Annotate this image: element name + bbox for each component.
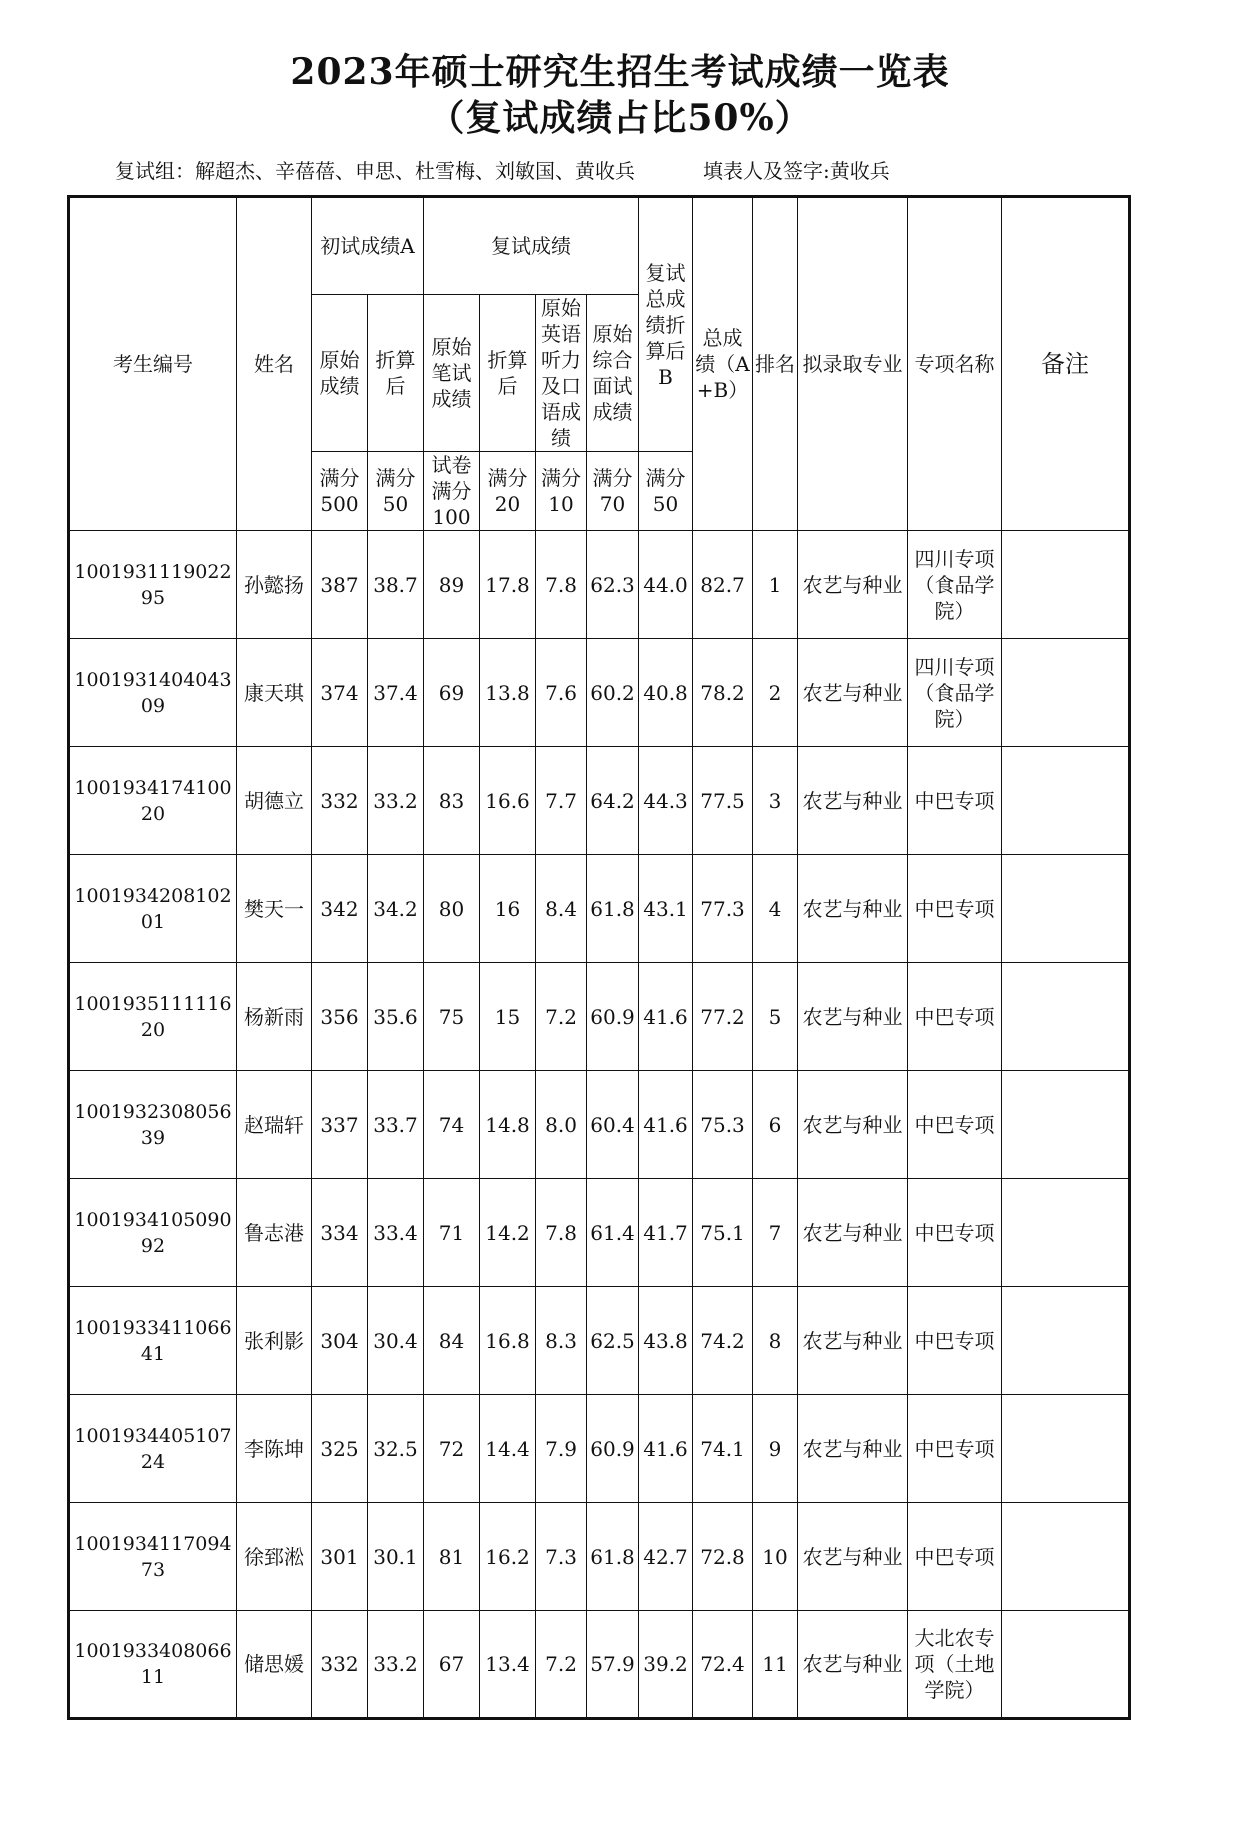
- cell-major: 农艺与种业: [798, 639, 908, 747]
- cell-intv: 60.9: [587, 1395, 639, 1503]
- cell-exam-no: 100193140404309: [69, 639, 237, 747]
- cell-w-raw: 89: [424, 531, 480, 639]
- cell-rank: 11: [753, 1611, 798, 1719]
- cell-w-raw: 72: [424, 1395, 480, 1503]
- cell-name: 徐郅淞: [237, 1503, 312, 1611]
- cell-w-conv: 14.8: [480, 1071, 536, 1179]
- header-raw-english: 原始英语听力及口语成绩: [536, 295, 587, 452]
- cell-remark: [1002, 1395, 1130, 1503]
- cell-exam-no: 100193411709473: [69, 1503, 237, 1611]
- cell-rank: 10: [753, 1503, 798, 1611]
- cell-w-conv: 13.8: [480, 639, 536, 747]
- cell-rank: 8: [753, 1287, 798, 1395]
- cell-a-conv: 33.2: [368, 1611, 424, 1719]
- header-program: 专项名称: [908, 197, 1002, 531]
- cell-major: 农艺与种业: [798, 1611, 908, 1719]
- cell-major: 农艺与种业: [798, 855, 908, 963]
- cell-eng: 7.2: [536, 963, 587, 1071]
- cell-remark: [1002, 1503, 1130, 1611]
- cell-major: 农艺与种业: [798, 1287, 908, 1395]
- cell-remark: [1002, 1179, 1130, 1287]
- cell-total: 74.1: [693, 1395, 753, 1503]
- cell-b: 42.7: [639, 1503, 693, 1611]
- page-title: 2023年硕士研究生招生考试成绩一览表: [290, 51, 950, 93]
- cell-a-conv: 35.6: [368, 963, 424, 1071]
- cell-major: 农艺与种业: [798, 747, 908, 855]
- cell-a-conv: 34.2: [368, 855, 424, 963]
- cell-total: 77.3: [693, 855, 753, 963]
- header-full-100: 试卷满分100: [424, 452, 480, 531]
- cell-w-conv: 15: [480, 963, 536, 1071]
- cell-w-raw: 81: [424, 1503, 480, 1611]
- cell-total: 75.3: [693, 1071, 753, 1179]
- table-row: [69, 1179, 1130, 1287]
- cell-name: 胡德立: [237, 747, 312, 855]
- header-full-500: 满分500: [312, 452, 368, 531]
- cell-b: 41.6: [639, 1395, 693, 1503]
- cell-b: 39.2: [639, 1611, 693, 1719]
- cell-rank: 9: [753, 1395, 798, 1503]
- cell-intv: 60.4: [587, 1071, 639, 1179]
- cell-w-conv: 17.8: [480, 531, 536, 639]
- cell-name: 赵瑞轩: [237, 1071, 312, 1179]
- header-full-50: 满分50: [368, 452, 424, 531]
- header-raw-score: 原始成绩: [312, 295, 368, 452]
- header-raw-written: 原始笔试成绩: [424, 295, 480, 452]
- header-remark: 备注: [1002, 197, 1130, 531]
- cell-a-conv: 30.1: [368, 1503, 424, 1611]
- cell-w-conv: 16.2: [480, 1503, 536, 1611]
- cell-a-raw: 332: [312, 1611, 368, 1719]
- cell-program: 中巴专项: [908, 1395, 1002, 1503]
- cell-program: 中巴专项: [908, 747, 1002, 855]
- header-full-70: 满分70: [587, 452, 639, 531]
- cell-total: 75.1: [693, 1179, 753, 1287]
- cell-remark: [1002, 531, 1130, 639]
- cell-total: 82.7: [693, 531, 753, 639]
- cell-total: 72.8: [693, 1503, 753, 1611]
- cell-exam-no: 100193341106641: [69, 1287, 237, 1395]
- cell-a-conv: 38.7: [368, 531, 424, 639]
- cell-rank: 1: [753, 531, 798, 639]
- table-row: [69, 963, 1130, 1071]
- cell-b: 41.6: [639, 1071, 693, 1179]
- cell-remark: [1002, 747, 1130, 855]
- header-prelim-group: 初试成绩A: [312, 197, 424, 295]
- cell-exam-no: 100193410509092: [69, 1179, 237, 1287]
- cell-total: 77.2: [693, 963, 753, 1071]
- cell-major: 农艺与种业: [798, 963, 908, 1071]
- cell-intv: 61.8: [587, 1503, 639, 1611]
- header-total: 总成绩（A+B）: [693, 197, 753, 531]
- cell-rank: 3: [753, 747, 798, 855]
- cell-a-raw: 337: [312, 1071, 368, 1179]
- cell-w-conv: 16: [480, 855, 536, 963]
- cell-intv: 61.8: [587, 855, 639, 963]
- header-rank: 排名: [753, 197, 798, 531]
- header-full-20: 满分20: [480, 452, 536, 531]
- cell-rank: 2: [753, 639, 798, 747]
- filler-info: 填表人及签字:黄收兵: [703, 159, 890, 183]
- cell-program: 四川专项（食品学院）: [908, 639, 1002, 747]
- cell-remark: [1002, 1611, 1130, 1719]
- cell-a-conv: 32.5: [368, 1395, 424, 1503]
- cell-b: 43.8: [639, 1287, 693, 1395]
- cell-eng: 8.4: [536, 855, 587, 963]
- cell-program: 中巴专项: [908, 1287, 1002, 1395]
- cell-intv: 64.2: [587, 747, 639, 855]
- header-exam-no: 考生编号: [69, 197, 237, 531]
- header-converted-2: 折算后: [480, 295, 536, 452]
- header-retest-total: 复试总成绩折算后B: [639, 197, 693, 452]
- table-row: [69, 747, 1130, 855]
- cell-major: 农艺与种业: [798, 1071, 908, 1179]
- cell-exam-no: 100193511111620: [69, 963, 237, 1071]
- cell-exam-no: 100193420810201: [69, 855, 237, 963]
- cell-eng: 8.0: [536, 1071, 587, 1179]
- cell-w-raw: 84: [424, 1287, 480, 1395]
- committee-info: 复试组：解超杰、辛蓓蓓、申思、杜雪梅、刘敏国、黄收兵: [115, 159, 635, 183]
- cell-a-raw: 325: [312, 1395, 368, 1503]
- cell-b: 43.1: [639, 855, 693, 963]
- score-table: [67, 195, 1131, 1720]
- cell-w-conv: 16.6: [480, 747, 536, 855]
- cell-intv: 62.5: [587, 1287, 639, 1395]
- cell-major: 农艺与种业: [798, 531, 908, 639]
- cell-name: 樊天一: [237, 855, 312, 963]
- cell-intv: 57.9: [587, 1611, 639, 1719]
- header-full-50b: 满分50: [639, 452, 693, 531]
- cell-a-conv: 33.2: [368, 747, 424, 855]
- header-name: 姓名: [237, 197, 312, 531]
- cell-eng: 7.8: [536, 1179, 587, 1287]
- header-row-1: [69, 197, 1130, 295]
- cell-eng: 7.3: [536, 1503, 587, 1611]
- cell-exam-no: 100193230805639: [69, 1071, 237, 1179]
- page-subtitle: （复试成绩占比50%）: [428, 97, 812, 139]
- cell-a-conv: 33.7: [368, 1071, 424, 1179]
- cell-remark: [1002, 855, 1130, 963]
- cell-total: 78.2: [693, 639, 753, 747]
- cell-exam-no: 100193111902295: [69, 531, 237, 639]
- cell-w-conv: 16.8: [480, 1287, 536, 1395]
- cell-eng: 7.8: [536, 531, 587, 639]
- cell-remark: [1002, 963, 1130, 1071]
- cell-major: 农艺与种业: [798, 1395, 908, 1503]
- cell-eng: 8.3: [536, 1287, 587, 1395]
- cell-remark: [1002, 1287, 1130, 1395]
- table-row: [69, 1611, 1130, 1719]
- cell-exam-no: 100193417410020: [69, 747, 237, 855]
- cell-name: 康天琪: [237, 639, 312, 747]
- cell-total: 77.5: [693, 747, 753, 855]
- cell-program: 中巴专项: [908, 1503, 1002, 1611]
- header-full-10: 满分10: [536, 452, 587, 531]
- cell-a-raw: 301: [312, 1503, 368, 1611]
- cell-intv: 60.2: [587, 639, 639, 747]
- cell-a-conv: 33.4: [368, 1179, 424, 1287]
- cell-a-raw: 332: [312, 747, 368, 855]
- cell-w-raw: 75: [424, 963, 480, 1071]
- cell-a-conv: 37.4: [368, 639, 424, 747]
- cell-name: 杨新雨: [237, 963, 312, 1071]
- cell-program: 中巴专项: [908, 963, 1002, 1071]
- table-row: [69, 1287, 1130, 1395]
- cell-w-raw: 71: [424, 1179, 480, 1287]
- cell-program: 中巴专项: [908, 1179, 1002, 1287]
- header-converted: 折算后: [368, 295, 424, 452]
- cell-w-raw: 69: [424, 639, 480, 747]
- cell-b: 44.3: [639, 747, 693, 855]
- header-major: 拟录取专业: [798, 197, 908, 531]
- cell-total: 72.4: [693, 1611, 753, 1719]
- table-row: [69, 855, 1130, 963]
- cell-w-raw: 74: [424, 1071, 480, 1179]
- cell-intv: 61.4: [587, 1179, 639, 1287]
- cell-name: 鲁志港: [237, 1179, 312, 1287]
- cell-eng: 7.7: [536, 747, 587, 855]
- cell-intv: 60.9: [587, 963, 639, 1071]
- cell-b: 44.0: [639, 531, 693, 639]
- table-row: [69, 1503, 1130, 1611]
- cell-name: 张利影: [237, 1287, 312, 1395]
- cell-w-conv: 14.2: [480, 1179, 536, 1287]
- cell-exam-no: 100193340806611: [69, 1611, 237, 1719]
- cell-major: 农艺与种业: [798, 1179, 908, 1287]
- cell-remark: [1002, 1071, 1130, 1179]
- cell-w-conv: 13.4: [480, 1611, 536, 1719]
- cell-eng: 7.6: [536, 639, 587, 747]
- cell-w-conv: 14.4: [480, 1395, 536, 1503]
- cell-name: 孙懿扬: [237, 531, 312, 639]
- cell-a-raw: 304: [312, 1287, 368, 1395]
- cell-a-conv: 30.4: [368, 1287, 424, 1395]
- table-row: [69, 531, 1130, 639]
- cell-w-raw: 83: [424, 747, 480, 855]
- cell-exam-no: 100193440510724: [69, 1395, 237, 1503]
- cell-program: 大北农专项（土地学院）: [908, 1611, 1002, 1719]
- cell-program: 四川专项（食品学院）: [908, 531, 1002, 639]
- cell-program: 中巴专项: [908, 1071, 1002, 1179]
- cell-remark: [1002, 639, 1130, 747]
- cell-major: 农艺与种业: [798, 1503, 908, 1611]
- cell-b: 41.6: [639, 963, 693, 1071]
- cell-name: 李陈坤: [237, 1395, 312, 1503]
- cell-intv: 62.3: [587, 531, 639, 639]
- cell-eng: 7.9: [536, 1395, 587, 1503]
- cell-rank: 7: [753, 1179, 798, 1287]
- table-row: [69, 1395, 1130, 1503]
- table-row: [69, 1071, 1130, 1179]
- cell-w-raw: 80: [424, 855, 480, 963]
- table-row: [69, 639, 1130, 747]
- cell-a-raw: 342: [312, 855, 368, 963]
- cell-b: 41.7: [639, 1179, 693, 1287]
- cell-a-raw: 334: [312, 1179, 368, 1287]
- cell-name: 储思媛: [237, 1611, 312, 1719]
- header-raw-interview: 原始综合面试成绩: [587, 295, 639, 452]
- cell-a-raw: 387: [312, 531, 368, 639]
- cell-w-raw: 67: [424, 1611, 480, 1719]
- cell-rank: 5: [753, 963, 798, 1071]
- cell-a-raw: 374: [312, 639, 368, 747]
- header-retest-group: 复试成绩: [424, 197, 639, 295]
- cell-rank: 4: [753, 855, 798, 963]
- cell-a-raw: 356: [312, 963, 368, 1071]
- cell-rank: 6: [753, 1071, 798, 1179]
- cell-eng: 7.2: [536, 1611, 587, 1719]
- cell-total: 74.2: [693, 1287, 753, 1395]
- cell-program: 中巴专项: [908, 855, 1002, 963]
- cell-b: 40.8: [639, 639, 693, 747]
